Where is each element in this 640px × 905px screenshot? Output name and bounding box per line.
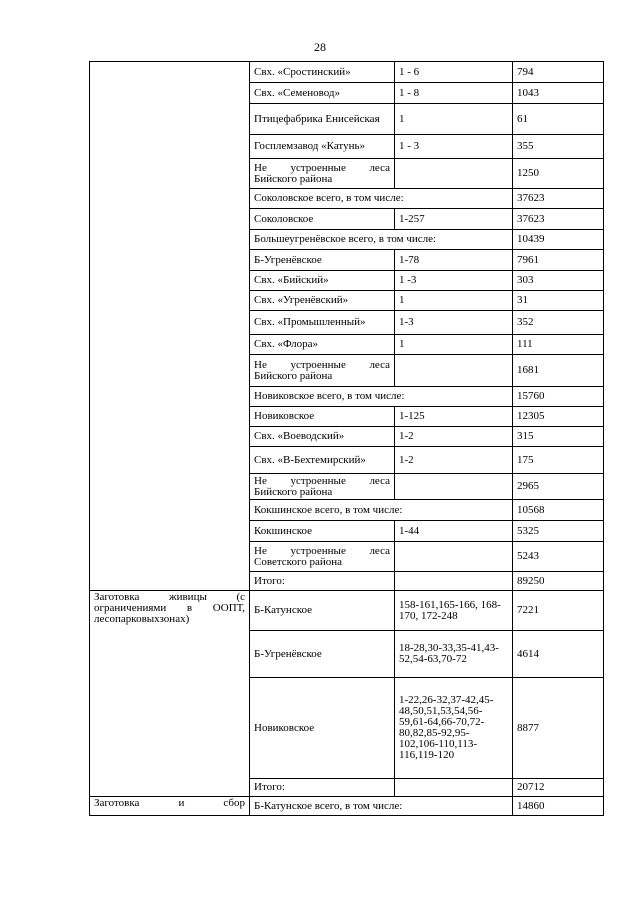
forestry-name: Свх. «В-Бехтемирский» xyxy=(250,447,395,474)
area-value: 352 xyxy=(513,311,604,335)
area-value: 14860 xyxy=(513,797,604,816)
block-numbers: 18-28,30-33,35-41,43-52,54-63,70-72 xyxy=(395,631,513,678)
forestry-name: Кокшинское xyxy=(250,521,395,542)
forestry-name: Госплемзавод «Катунь» xyxy=(250,135,395,159)
area-value: 10439 xyxy=(513,230,604,250)
table-row xyxy=(90,591,604,631)
forestry-name: Соколовское xyxy=(250,209,395,230)
forestry-name: Б-Катунское xyxy=(250,591,395,631)
block-numbers: 1-3 xyxy=(395,311,513,335)
page-number: 28 xyxy=(314,40,326,54)
block-numbers: 1 -3 xyxy=(395,271,513,291)
area-value: 7221 xyxy=(513,591,604,631)
area-value: 37623 xyxy=(513,189,604,209)
area-value: 7961 xyxy=(513,250,604,271)
area-value: 61 xyxy=(513,104,604,135)
block-numbers: 1-78 xyxy=(395,250,513,271)
area-value: 10568 xyxy=(513,500,604,521)
block-numbers xyxy=(395,474,513,500)
area-value: 355 xyxy=(513,135,604,159)
area-value: 15760 xyxy=(513,387,604,407)
block-numbers xyxy=(395,572,513,591)
block-numbers: 1-125 xyxy=(395,407,513,427)
forestry-name: Свх. «Семеновод» xyxy=(250,83,395,104)
section-total-label: Новиковское всего, в том числе: xyxy=(250,387,513,407)
block-numbers xyxy=(395,542,513,572)
block-numbers: 1-44 xyxy=(395,521,513,542)
forestry-name: Свх. «Бийский» xyxy=(250,271,395,291)
block-numbers xyxy=(395,159,513,189)
forestry-name: Свх. «Сростинский» xyxy=(250,62,395,83)
forestry-name: Не устроенные леса Бийского района xyxy=(250,159,395,189)
area-value: 794 xyxy=(513,62,604,83)
block-numbers: 1 xyxy=(395,104,513,135)
forestry-name: Не устроенные леса Бийского района xyxy=(250,474,395,500)
area-value: 1250 xyxy=(513,159,604,189)
forestry-name: Б-Угренёвское xyxy=(250,250,395,271)
area-value: 111 xyxy=(513,335,604,355)
area-value: 31 xyxy=(513,291,604,311)
forestry-name: Свх. «Флора» xyxy=(250,335,395,355)
section-total-label: Большеугренёвское всего, в том числе: xyxy=(250,230,513,250)
forestry-name: Свх. «Угренёвский» xyxy=(250,291,395,311)
area-value: 303 xyxy=(513,271,604,291)
area-value: 89250 xyxy=(513,572,604,591)
block-numbers xyxy=(395,779,513,797)
total-label: Итого: xyxy=(250,779,395,797)
area-value: 315 xyxy=(513,427,604,447)
block-numbers: 1 xyxy=(395,335,513,355)
area-value: 8877 xyxy=(513,678,604,779)
area-value: 1043 xyxy=(513,83,604,104)
section-total-label: Соколовское всего, в том числе: xyxy=(250,189,513,209)
section-total-label: Б-Катунское всего, в том числе: xyxy=(250,797,513,816)
area-value: 37623 xyxy=(513,209,604,230)
block-numbers: 1-22,26-32,37-42,45-48,50,51,53,54,56-59,61-64,66-70,72-80,82,85-92,95-102,106-110,113-116,119-120 xyxy=(395,678,513,779)
block-numbers: 1 - 6 xyxy=(395,62,513,83)
forestry-name: Новиковское xyxy=(250,678,395,779)
block-numbers xyxy=(395,355,513,387)
block-numbers: 1 xyxy=(395,291,513,311)
area-value: 12305 xyxy=(513,407,604,427)
activity-cell: Заготовка живицы (с ограничениями в ООПТ, лесопарковыхзонах) xyxy=(90,591,250,797)
area-value: 4614 xyxy=(513,631,604,678)
area-value: 5243 xyxy=(513,542,604,572)
area-value: 1681 xyxy=(513,355,604,387)
area-value: 20712 xyxy=(513,779,604,797)
forestry-name: Свх. «Воеводский» xyxy=(250,427,395,447)
forestry-name: Б-Угренёвское xyxy=(250,631,395,678)
block-numbers: 158-161,165-166, 168-170, 172-248 xyxy=(395,591,513,631)
table-row-total xyxy=(90,797,604,816)
total-label: Итого: xyxy=(250,572,395,591)
area-value: 175 xyxy=(513,447,604,474)
area-value: 5325 xyxy=(513,521,604,542)
block-numbers: 1-257 xyxy=(395,209,513,230)
activity-cell: Заготовка и сбор xyxy=(90,797,250,816)
table-row xyxy=(90,62,604,83)
block-numbers: 1-2 xyxy=(395,447,513,474)
block-numbers: 1 - 8 xyxy=(395,83,513,104)
forestry-name: Свх. «Промышленный» xyxy=(250,311,395,335)
section-total-label: Кокшинское всего, в том числе: xyxy=(250,500,513,521)
block-numbers: 1-2 xyxy=(395,427,513,447)
forest-table xyxy=(89,61,604,816)
activity-cell xyxy=(90,62,250,591)
forestry-name: Не устроенные леса Бийского района xyxy=(250,355,395,387)
forestry-name: Новиковское xyxy=(250,407,395,427)
forestry-name: Птицефабрика Енисейская xyxy=(250,104,395,135)
area-value: 2965 xyxy=(513,474,604,500)
block-numbers: 1 - 3 xyxy=(395,135,513,159)
forestry-name: Не устроенные леса Советского района xyxy=(250,542,395,572)
